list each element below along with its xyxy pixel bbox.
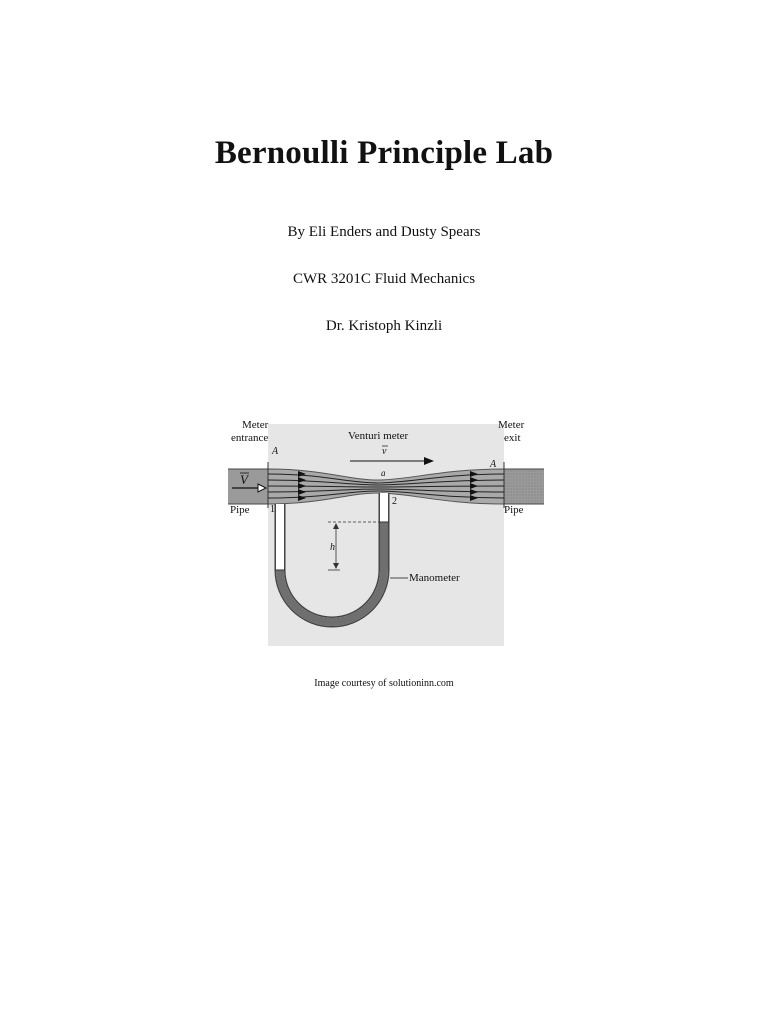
velocity-v-label: v (382, 446, 387, 457)
point-1-label: 1 (270, 504, 275, 515)
venturi-meter-label: Venturi meter (348, 430, 409, 442)
meter-exit-label-2: exit (504, 432, 521, 444)
pipe-label-left: Pipe (230, 504, 250, 516)
figure-caption: Image courtesy of solutioninn.com (314, 678, 454, 689)
course-line: CWR 3201C Fluid Mechanics (292, 271, 476, 287)
throat-area-label: a (381, 468, 386, 478)
area-A-right-label: A (490, 459, 497, 470)
point-2-label: 2 (392, 496, 397, 507)
venturi-diagram (228, 410, 544, 648)
meter-entrance-label-2: entrance (231, 432, 269, 444)
meter-exit-label-1: Meter (498, 419, 525, 431)
manometer-label: Manometer (409, 572, 460, 584)
venturi-meter-figure (228, 410, 544, 648)
height-h-label: h (330, 542, 335, 553)
area-A-left-label: A (272, 446, 279, 457)
meter-entrance-label-1: Meter (242, 419, 269, 431)
right-pipe-texture (504, 469, 544, 504)
pipe-label-right: Pipe (504, 504, 524, 516)
instructor-line: Dr. Kristoph Kinzli (325, 318, 443, 334)
page-title: Bernoulli Principle Lab (214, 135, 554, 171)
authors-line: By Eli Enders and Dusty Spears (287, 224, 481, 240)
velocity-V-label: V (240, 472, 248, 487)
